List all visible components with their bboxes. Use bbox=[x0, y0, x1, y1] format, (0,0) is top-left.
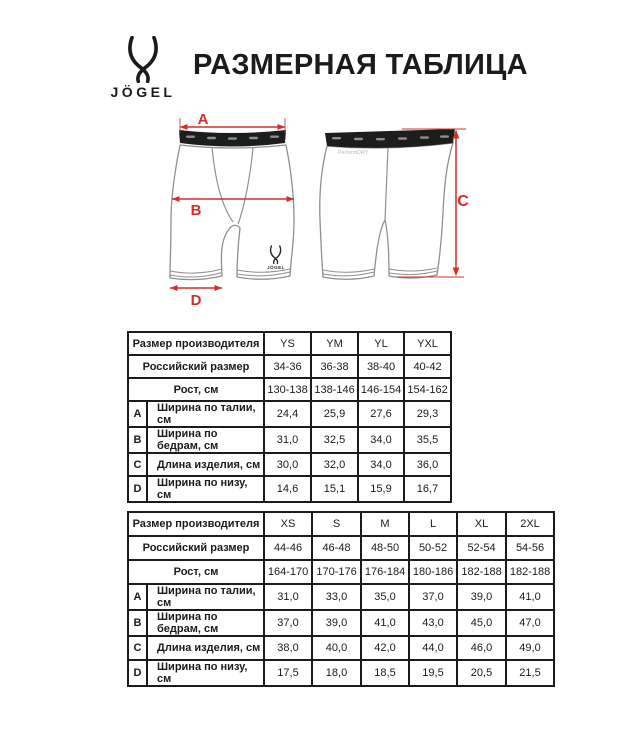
header-label-cell: Размер производителя bbox=[128, 332, 264, 355]
header-value-cell: XS bbox=[264, 512, 312, 536]
measure-value-cell: 34,0 bbox=[358, 453, 404, 476]
measure-value-cell: 16,7 bbox=[404, 476, 451, 502]
measure-label-cell: Ширина по бедрам, см bbox=[147, 427, 264, 453]
measure-label-cell: Ширина по низу, см bbox=[147, 476, 264, 502]
header-value-cell: M bbox=[361, 512, 409, 536]
table-header-row bbox=[128, 332, 451, 355]
header-value-cell: 54-56 bbox=[506, 536, 554, 560]
measure-value-cell: 35,5 bbox=[404, 427, 451, 453]
header-value-cell: YS bbox=[264, 332, 311, 355]
header-value-cell: 154-162 bbox=[404, 378, 451, 401]
size-table-youth bbox=[127, 331, 452, 503]
measure-value-cell: 31,0 bbox=[264, 427, 311, 453]
table-header-row bbox=[128, 536, 554, 560]
measure-letter-cell: C bbox=[128, 453, 147, 476]
table-measure-row bbox=[128, 453, 451, 476]
measure-value-cell: 14,6 bbox=[264, 476, 311, 502]
page-title: РАЗМЕРНАЯ ТАБЛИЦА bbox=[193, 49, 528, 81]
table-measure-row bbox=[128, 476, 451, 502]
header-value-cell: 176-184 bbox=[361, 560, 409, 584]
measure-value-cell: 43,0 bbox=[409, 610, 457, 636]
dim-label-c: C bbox=[457, 193, 469, 210]
measure-value-cell: 41,0 bbox=[361, 610, 409, 636]
measure-label-cell: Длина изделия, см bbox=[147, 453, 264, 476]
measure-letter-cell: D bbox=[128, 660, 147, 686]
measure-label-cell: Ширина по низу, см bbox=[147, 660, 264, 686]
measure-value-cell: 36,0 bbox=[404, 453, 451, 476]
measure-letter-cell: B bbox=[128, 427, 147, 453]
table-measure-row bbox=[128, 401, 451, 427]
header-label-cell: Российский размер bbox=[128, 355, 264, 378]
brand-logo-mark-icon bbox=[124, 36, 162, 83]
size-table-adult bbox=[127, 511, 555, 687]
header-value-cell: 46-48 bbox=[312, 536, 361, 560]
header-value-cell: 50-52 bbox=[409, 536, 457, 560]
shorts-measurement-diagram bbox=[150, 105, 480, 315]
back-shorts-outline bbox=[320, 143, 453, 279]
measure-letter-cell: C bbox=[128, 636, 147, 660]
measure-label-cell: Длина изделия, см bbox=[147, 636, 264, 660]
measure-value-cell: 37,0 bbox=[409, 584, 457, 610]
table-measure-row bbox=[128, 610, 554, 636]
table-measure-row bbox=[128, 584, 554, 610]
table-header-row bbox=[128, 355, 451, 378]
header-value-cell: 182-188 bbox=[457, 560, 506, 584]
measure-value-cell: 38,0 bbox=[264, 636, 312, 660]
header-label-cell: Размер производителя bbox=[128, 512, 264, 536]
header-value-cell: YL bbox=[358, 332, 404, 355]
measure-letter-cell: D bbox=[128, 476, 147, 502]
header-value-cell: 34-36 bbox=[264, 355, 311, 378]
measure-value-cell: 20,5 bbox=[457, 660, 506, 686]
header-label-cell: Рост, см bbox=[128, 560, 264, 584]
measure-value-cell: 46,0 bbox=[457, 636, 506, 660]
measure-value-cell: 17,5 bbox=[264, 660, 312, 686]
table-measure-row bbox=[128, 660, 554, 686]
measure-value-cell: 18,0 bbox=[312, 660, 361, 686]
measure-value-cell: 30,0 bbox=[264, 453, 311, 476]
header-value-cell: 44-46 bbox=[264, 536, 312, 560]
header-value-cell: YM bbox=[311, 332, 358, 355]
measure-label-cell: Ширина по талии, см bbox=[147, 584, 264, 610]
brand-logo-text: JÖGEL bbox=[110, 84, 176, 100]
measure-value-cell: 35,0 bbox=[361, 584, 409, 610]
measure-value-cell: 32,0 bbox=[311, 453, 358, 476]
measure-letter-cell: B bbox=[128, 610, 147, 636]
measure-letter-cell: A bbox=[128, 401, 147, 427]
measure-value-cell: 45,0 bbox=[457, 610, 506, 636]
measure-value-cell: 32,5 bbox=[311, 427, 358, 453]
header-value-cell: 180-186 bbox=[409, 560, 457, 584]
front-leg-logo-text: JÖGEL bbox=[267, 265, 285, 270]
measure-value-cell: 25,9 bbox=[311, 401, 358, 427]
measure-value-cell: 18,5 bbox=[361, 660, 409, 686]
measure-letter-cell: A bbox=[128, 584, 147, 610]
shorts-front-view bbox=[170, 130, 294, 280]
table-header-row bbox=[128, 378, 451, 401]
dim-label-a: A bbox=[197, 111, 209, 128]
table-header-row bbox=[128, 560, 554, 584]
header-value-cell: 38-40 bbox=[358, 355, 404, 378]
measure-label-cell: Ширина по талии, см bbox=[147, 401, 264, 427]
dim-label-b: B bbox=[190, 202, 202, 219]
header-value-cell: YXL bbox=[404, 332, 451, 355]
measure-value-cell: 15,1 bbox=[311, 476, 358, 502]
header-value-cell: L bbox=[409, 512, 457, 536]
measure-value-cell: 29,3 bbox=[404, 401, 451, 427]
measure-value-cell: 31,0 bbox=[264, 584, 312, 610]
table-measure-row bbox=[128, 427, 451, 453]
measure-value-cell: 37,0 bbox=[264, 610, 312, 636]
brand-logo bbox=[104, 36, 182, 100]
measure-value-cell: 19,5 bbox=[409, 660, 457, 686]
measure-value-cell: 34,0 bbox=[358, 427, 404, 453]
measure-value-cell: 44,0 bbox=[409, 636, 457, 660]
header-value-cell: 138-146 bbox=[311, 378, 358, 401]
measure-value-cell: 39,0 bbox=[312, 610, 361, 636]
measure-value-cell: 47,0 bbox=[506, 610, 554, 636]
measure-value-cell: 42,0 bbox=[361, 636, 409, 660]
header-value-cell: XL bbox=[457, 512, 506, 536]
header-value-cell: 2XL bbox=[506, 512, 554, 536]
table-measure-row bbox=[128, 636, 554, 660]
shorts-back-view bbox=[320, 129, 455, 279]
header-value-cell: 164-170 bbox=[264, 560, 312, 584]
measure-value-cell: 49,0 bbox=[506, 636, 554, 660]
measure-value-cell: 41,0 bbox=[506, 584, 554, 610]
back-tech-label: PerformDRY bbox=[338, 150, 369, 156]
header-value-cell: 40-42 bbox=[404, 355, 451, 378]
table-header-row bbox=[128, 512, 554, 536]
header-value-cell: 36-38 bbox=[311, 355, 358, 378]
header-value-cell: 182-188 bbox=[506, 560, 554, 584]
header-value-cell: S bbox=[312, 512, 361, 536]
header-value-cell: 170-176 bbox=[312, 560, 361, 584]
measure-value-cell: 21,5 bbox=[506, 660, 554, 686]
measure-value-cell: 15,9 bbox=[358, 476, 404, 502]
measure-value-cell: 40,0 bbox=[312, 636, 361, 660]
measure-label-cell: Ширина по бедрам, см bbox=[147, 610, 264, 636]
dim-label-d: D bbox=[190, 292, 202, 309]
measure-value-cell: 33,0 bbox=[312, 584, 361, 610]
measure-value-cell: 39,0 bbox=[457, 584, 506, 610]
measure-value-cell: 24,4 bbox=[264, 401, 311, 427]
measure-value-cell: 27,6 bbox=[358, 401, 404, 427]
header-value-cell: 130-138 bbox=[264, 378, 311, 401]
header-value-cell: 52-54 bbox=[457, 536, 506, 560]
header-label-cell: Рост, см bbox=[128, 378, 264, 401]
header-value-cell: 146-154 bbox=[358, 378, 404, 401]
header-label-cell: Российский размер bbox=[128, 536, 264, 560]
header-value-cell: 48-50 bbox=[361, 536, 409, 560]
